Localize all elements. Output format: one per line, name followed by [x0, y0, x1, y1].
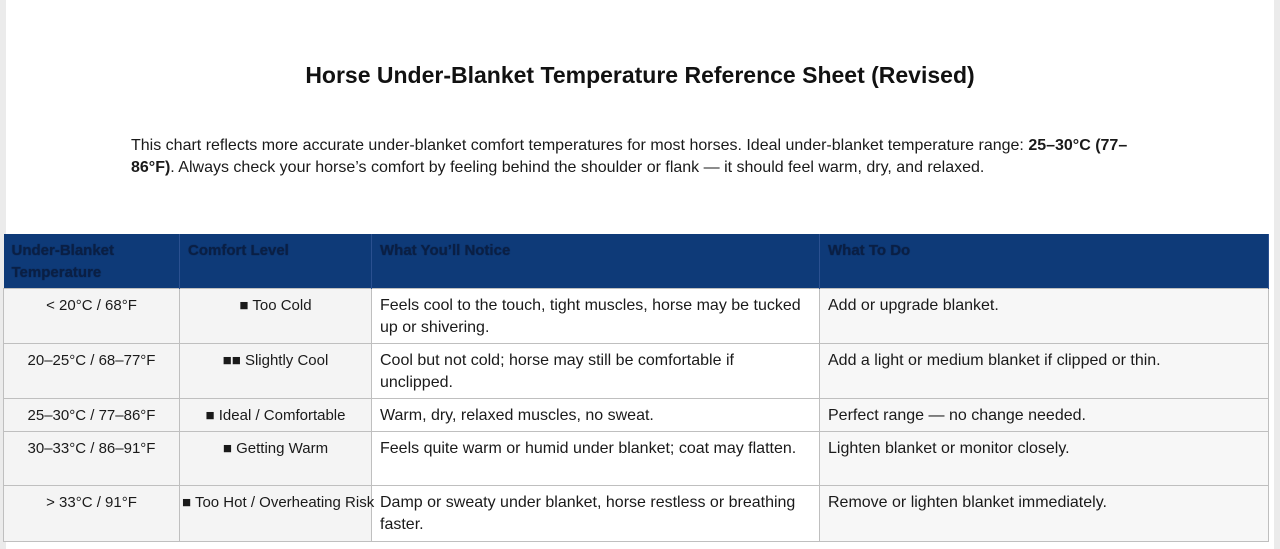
notice-cell: Feels cool to the touch, tight muscles, horse may be tucked up or shivering. — [372, 289, 820, 344]
todo-cell: Add a light or medium blanket if clipped or thin. — [820, 344, 1269, 399]
todo-cell: Lighten blanket or monitor closely. — [820, 432, 1269, 486]
comfort-cell: ■ Too Hot / Overheating Risk — [180, 486, 372, 542]
header-comfort-level: Comfort Level — [180, 234, 372, 289]
todo-cell: Remove or lighten blanket immediately. — [820, 486, 1269, 542]
table-row — [4, 486, 1269, 542]
notice-cell: Warm, dry, relaxed muscles, no sweat. — [372, 399, 820, 432]
table-row — [4, 432, 1269, 486]
comfort-cell: ■ Too Cold — [180, 289, 372, 344]
notice-cell: Damp or sweaty under blanket, horse restless or breathing faster. — [372, 486, 820, 542]
ideal-range-bold: 25–30°C (77–86°F) — [131, 137, 1128, 176]
table-row — [4, 344, 1269, 399]
temperature-cell: 25–30°C / 77–86°F — [4, 399, 180, 432]
page-title: Horse Under-Blanket Temperature Reference Sheet (Revised) — [305, 62, 975, 88]
intro-text-1: This chart reflects more accurate under-blanket comfort temperatures for most horses. Ideal under-blanket temperature range: — [131, 137, 1029, 154]
notice-cell: Feels quite warm or humid under blanket; coat may flatten. — [372, 432, 820, 486]
temperature-table — [3, 234, 1269, 542]
todo-cell: Add or upgrade blanket. — [820, 289, 1269, 344]
notice-cell: Cool but not cold; horse may still be comfortable if unclipped. — [372, 344, 820, 399]
todo-cell: Perfect range — no change needed. — [820, 399, 1269, 432]
comfort-cell: ■ Ideal / Comfortable — [180, 399, 372, 432]
table-header-row — [4, 234, 1269, 289]
intro-paragraph — [131, 135, 1131, 179]
header-what-you-notice: What You’ll Notice — [372, 234, 820, 289]
comfort-cell: ■ Getting Warm — [180, 432, 372, 486]
table-row — [4, 289, 1269, 344]
temperature-cell: > 33°C / 91°F — [4, 486, 180, 542]
temperature-cell: 30–33°C / 86–91°F — [4, 432, 180, 486]
header-temperature: Under-Blanket Temperature — [4, 234, 180, 289]
intro-text-2: . Always check your horse’s comfort by feeling behind the shoulder or flank — it should feel warm, dry, and relaxed. — [170, 159, 985, 176]
temperature-cell: < 20°C / 68°F — [4, 289, 180, 344]
table-row — [4, 399, 1269, 432]
temperature-cell: 20–25°C / 68–77°F — [4, 344, 180, 399]
comfort-cell: ■■ Slightly Cool — [180, 344, 372, 399]
header-what-to-do: What To Do — [820, 234, 1269, 289]
